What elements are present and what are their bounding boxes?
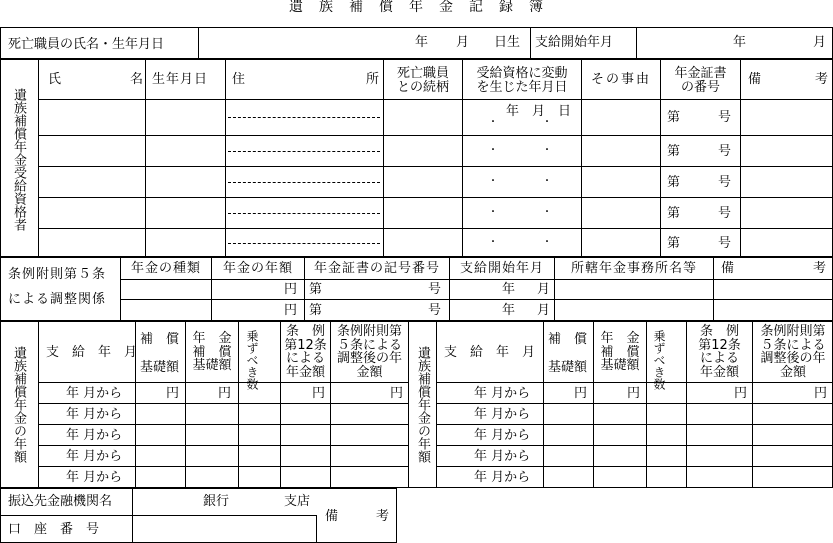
header-remarks-b: 考 bbox=[815, 72, 829, 87]
annual-side-label-left: 遺族補償年金の年額 bbox=[11, 346, 26, 463]
pay-month-header: 支 給 年 月 bbox=[444, 345, 536, 360]
adjust-header-cert: 年金証書の記号番号 bbox=[313, 261, 440, 276]
dot: ・ bbox=[542, 176, 552, 187]
cert-go: 号 bbox=[718, 110, 732, 125]
adjust-yen: 円 bbox=[284, 303, 298, 318]
bottom-remarks-b: 考 bbox=[376, 509, 390, 524]
adjusted-amount-header: 条例附則第 ５条による 調整後の年 金額 bbox=[336, 324, 402, 380]
dot: ・ bbox=[542, 145, 552, 156]
adjust-yen: 円 bbox=[284, 282, 298, 297]
pay-month-header: 支 給 年 月 bbox=[46, 345, 138, 360]
born-month: 月 bbox=[456, 35, 470, 50]
cert-go: 号 bbox=[718, 206, 732, 221]
adjust-label-1: 条例附則第５条 bbox=[8, 267, 107, 282]
account-label: 口 座 番 号 bbox=[8, 522, 100, 537]
adjust-header-type: 年金の種類 bbox=[130, 261, 201, 276]
header-cert-no: 年金証書 の番号 bbox=[674, 66, 727, 95]
row1-date-label: 年 月 日 bbox=[506, 104, 572, 119]
born-year: 年 bbox=[415, 35, 429, 50]
adjust-header-start: 支給開始年月 bbox=[459, 261, 544, 276]
adjust-year: 年 bbox=[502, 303, 516, 318]
adjust-month: 月 bbox=[537, 303, 551, 318]
pay-row-label: 年 月から bbox=[66, 449, 123, 464]
yen-unit: 円 bbox=[734, 386, 748, 401]
pay-row-label: 年 月から bbox=[66, 428, 123, 443]
pay-row-label: 年 月から bbox=[474, 386, 531, 401]
cert-go: 号 bbox=[718, 175, 732, 190]
pay-row-label: 年 月から bbox=[474, 407, 531, 422]
yen-unit: 円 bbox=[814, 386, 828, 401]
pay-row-label: 年 月から bbox=[66, 470, 123, 485]
cert-go: 号 bbox=[718, 236, 732, 251]
start-label: 支給開始年月 bbox=[535, 35, 614, 50]
adjust-year: 年 bbox=[502, 282, 516, 297]
adjust-go: 号 bbox=[428, 282, 442, 297]
multiplier-header: 乗ずべき数 bbox=[652, 330, 666, 390]
bank-unit: 銀行 bbox=[203, 494, 230, 509]
adjust-remarks-a: 備 bbox=[721, 261, 735, 276]
adjust-dai: 第 bbox=[309, 282, 323, 297]
adjust-dai: 第 bbox=[309, 303, 323, 318]
deceased-label: 死亡職員の氏名・生年月日 bbox=[8, 37, 165, 52]
bank-label: 振込先金融機関名 bbox=[8, 494, 113, 509]
branch-unit: 支店 bbox=[284, 494, 311, 509]
comp-base-a: 補 償 bbox=[140, 332, 180, 347]
adjust-header-office: 所轄年金事務所名等 bbox=[570, 261, 697, 276]
art12-amount-header: 条 例 第12条 による 年金額 bbox=[698, 324, 741, 380]
start-month: 月 bbox=[813, 35, 827, 50]
pay-row-label: 年 月から bbox=[66, 407, 123, 422]
multiplier-header: 乗ずべき数 bbox=[245, 330, 259, 390]
adjust-header-amount: 年金の年額 bbox=[222, 261, 293, 276]
dot: ・ bbox=[542, 237, 552, 248]
adjust-month: 月 bbox=[537, 282, 551, 297]
dot: ・ bbox=[488, 176, 498, 187]
bottom-remarks-a: 備 bbox=[325, 509, 339, 524]
dot: ・ bbox=[542, 117, 552, 128]
adjust-label-2: による調整関係 bbox=[8, 292, 107, 307]
yen-unit: 円 bbox=[218, 386, 232, 401]
yen-unit: 円 bbox=[390, 386, 404, 401]
header-remarks-a: 備 bbox=[748, 72, 762, 87]
cert-dai: 第 bbox=[667, 206, 681, 221]
comp-base-a: 補 償 bbox=[548, 332, 588, 347]
adjust-go: 号 bbox=[428, 303, 442, 318]
header-reason: その事由 bbox=[590, 72, 651, 87]
dot: ・ bbox=[488, 237, 498, 248]
header-relation: 死亡職員 との続柄 bbox=[396, 66, 449, 95]
annual-side-label-right: 遺族補償年金の年額 bbox=[415, 346, 430, 463]
dot: ・ bbox=[542, 207, 552, 218]
form-title: 遺 族 補 償 年 金 記 録 簿 bbox=[289, 0, 544, 15]
header-address-a: 住 bbox=[232, 72, 246, 87]
pension-comp-base: 年 金 補 償 基礎額 bbox=[192, 331, 232, 374]
header-name-a: 氏 bbox=[48, 72, 62, 87]
dot: ・ bbox=[488, 207, 498, 218]
recipients-side-label: 遺族補償年金受給資格者 bbox=[11, 88, 26, 231]
pay-row-label: 年 月から bbox=[474, 428, 531, 443]
cert-dai: 第 bbox=[667, 110, 681, 125]
yen-unit: 円 bbox=[627, 386, 641, 401]
cert-dai: 第 bbox=[667, 175, 681, 190]
header-name-b: 名 bbox=[130, 72, 144, 87]
dot: ・ bbox=[488, 145, 498, 156]
adjust-remarks-b: 考 bbox=[813, 261, 827, 276]
cert-dai: 第 bbox=[667, 236, 681, 251]
yen-unit: 円 bbox=[166, 386, 180, 401]
start-year: 年 bbox=[733, 35, 747, 50]
header-address-b: 所 bbox=[366, 72, 380, 87]
pay-row-label: 年 月から bbox=[474, 449, 531, 464]
pay-row-label: 年 月から bbox=[66, 386, 123, 401]
dot: ・ bbox=[488, 117, 498, 128]
yen-unit: 円 bbox=[574, 386, 588, 401]
born-day: 日生 bbox=[494, 35, 521, 50]
header-birth: 生年月日 bbox=[152, 72, 209, 87]
art12-amount-header: 条 例 第12条 による 年金額 bbox=[284, 324, 327, 380]
comp-base-b: 基礎額 bbox=[548, 360, 588, 375]
yen-unit: 円 bbox=[312, 386, 326, 401]
header-change-date: 受給資格に変動 を生じた年月日 bbox=[476, 66, 568, 95]
cert-go: 号 bbox=[718, 144, 732, 159]
pension-comp-base: 年 金 補 償 基礎額 bbox=[600, 331, 640, 374]
comp-base-b: 基礎額 bbox=[140, 360, 180, 375]
cert-dai: 第 bbox=[667, 144, 681, 159]
pay-row-label: 年 月から bbox=[474, 470, 531, 485]
adjusted-amount-header: 条例附則第 ５条による 調整後の年 金額 bbox=[760, 324, 826, 380]
